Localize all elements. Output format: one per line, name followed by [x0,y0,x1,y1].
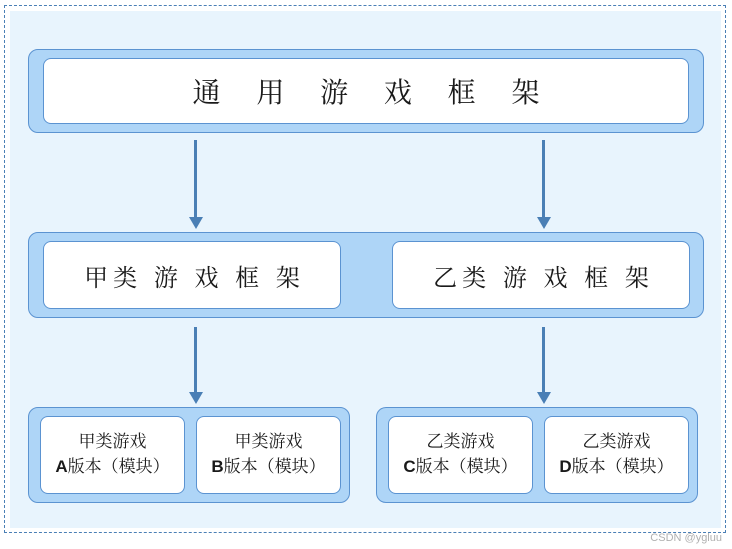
watermark-text: CSDN @ygluu [650,532,722,544]
leaf-version-letter: C [403,457,416,476]
leaf-version-suffix: 版本（模块） [223,457,326,476]
leaf-version-suffix: 版本（模块） [571,457,674,476]
arrow-right-to-leaves [542,327,545,393]
node-game-b-version[interactable] [196,416,341,494]
leaf-label-line2 [403,455,517,480]
arrow-top-to-left [194,140,197,218]
leaf-label-line2 [559,455,673,480]
leaf-label-line1: 乙类游戏 [582,432,651,452]
leaf-version-suffix: 版本（模块） [415,457,518,476]
leaf-label-line1: 甲类游戏 [234,432,303,452]
leaf-label-line2 [211,455,325,480]
node-game-c-version[interactable] [388,416,533,494]
node-category-b-framework[interactable]: 乙类 游 戏 框 架 [392,241,690,309]
leaf-label-line1: 甲类游戏 [78,432,147,452]
node-game-a-version[interactable] [40,416,185,494]
arrow-top-to-right [542,140,545,218]
node-category-a-framework[interactable]: 甲类 游 戏 框 架 [43,241,341,309]
arrow-left-to-leaves [194,327,197,393]
leaf-label-line1: 乙类游戏 [426,432,495,452]
leaf-version-letter: D [559,457,572,476]
leaf-version-letter: B [211,457,224,476]
node-game-d-version[interactable] [544,416,689,494]
leaf-version-suffix: 版本（模块） [67,457,170,476]
leaf-label-line2 [55,455,169,480]
node-general-game-framework[interactable]: 通 用 游 戏 框 架 [43,58,689,124]
leaf-version-letter: A [55,457,68,476]
